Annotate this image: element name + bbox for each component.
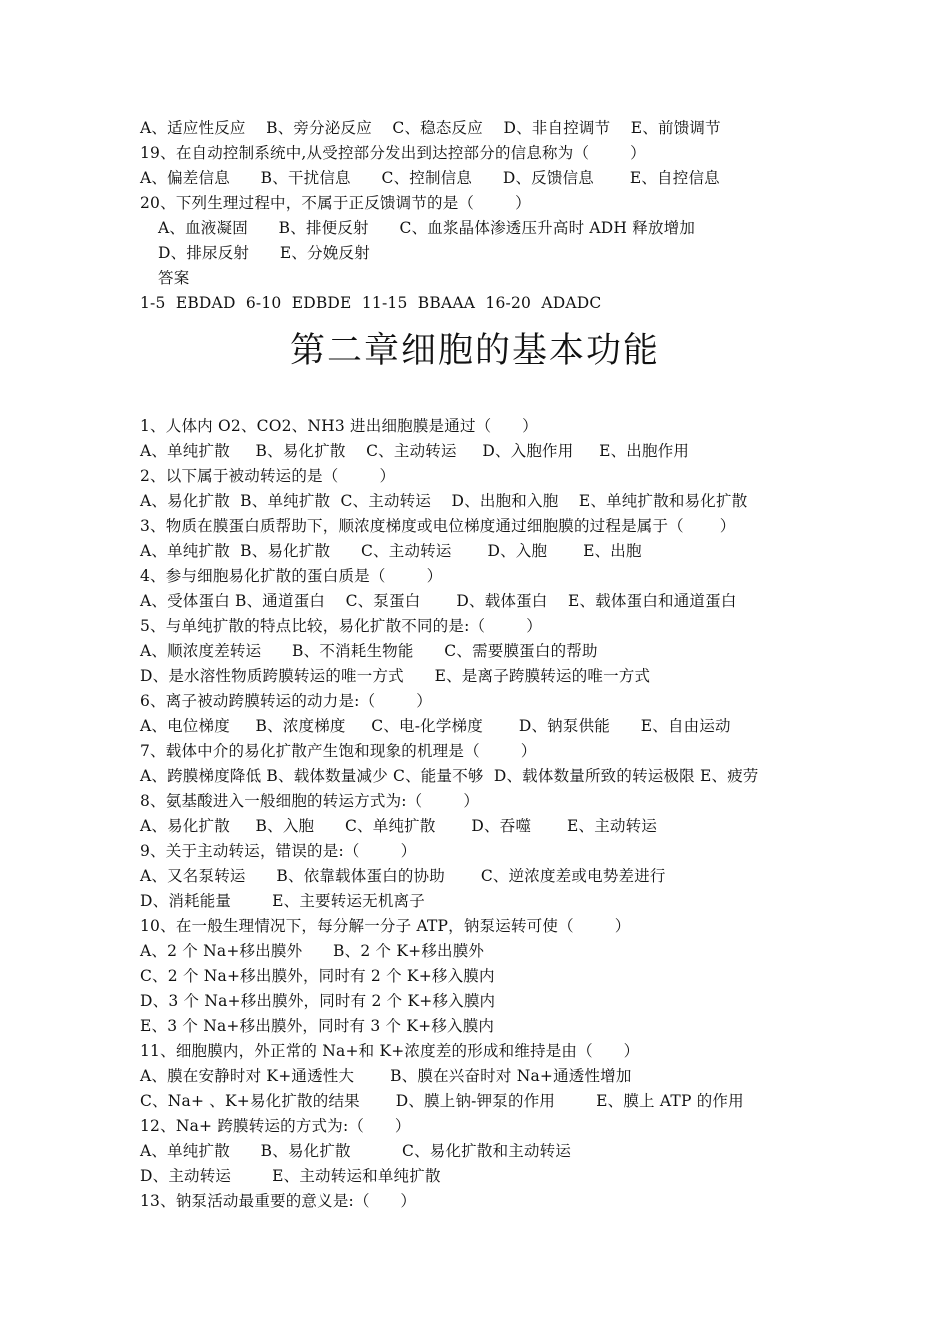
q6-options: A、电位梯度 B、浓度梯度 C、电-化学梯度 D、钠泵供能 E、自由运动 bbox=[140, 717, 731, 735]
q10-text: 10、在一般生理情况下，每分解一分子 ATP，钠泵运转可使（ ） bbox=[140, 917, 631, 935]
q7-options: A、跨膜梯度降低 B、载体数量减少 C、能量不够 D、载体数量所致的转运极限 E、疲劳 bbox=[140, 767, 759, 785]
q20-options-a: A、血液凝固 B、排便反射 C、血浆晶体渗透压升高时 ADH 释放增加 bbox=[158, 219, 696, 237]
q5-options-1: A、顺浓度差转运 B、不消耗生物能 C、需要膜蛋白的帮助 bbox=[140, 642, 598, 660]
q7-text: 7、载体中介的易化扩散产生饱和现象的机理是（ ） bbox=[140, 742, 537, 760]
q1-text: 1、人体内 O2、CO2、NH3 进出细胞膜是通过（ ） bbox=[140, 417, 538, 435]
q13-text: 13、钠泵活动最重要的意义是:（ ） bbox=[140, 1192, 417, 1210]
answer-label: 答案 bbox=[158, 269, 190, 287]
q6-text: 6、离子被动跨膜转运的动力是:（ ） bbox=[140, 692, 433, 710]
q8-text: 8、氨基酸进入一般细胞的转运方式为:（ ） bbox=[140, 792, 480, 810]
answer-key: 1-5 EBDAD 6-10 EDBDE 11-15 BBAAA 16-20 ADADC bbox=[140, 294, 602, 312]
q10-option-e: E、3 个 Na+移出膜外，同时有 3 个 K+移入膜内 bbox=[140, 1017, 495, 1035]
q10-option-ab: A、2 个 Na+移出膜外 B、2 个 K+移出膜外 bbox=[140, 942, 485, 960]
q10-option-d: D、3 个 Na+移出膜外，同时有 2 个 K+移入膜内 bbox=[140, 992, 496, 1010]
q9-options-1: A、又名泵转运 B、依靠载体蛋白的协助 C、逆浓度差或电势差进行 bbox=[140, 867, 666, 885]
q20-options-b: D、排尿反射 E、分娩反射 bbox=[158, 244, 370, 262]
q12-options-2: D、主动转运 E、主动转运和单纯扩散 bbox=[140, 1167, 441, 1185]
q2-text: 2、以下属于被动转运的是（ ） bbox=[140, 467, 396, 485]
q2-options: A、易化扩散 B、单纯扩散 C、主动转运 D、出胞和入胞 E、单纯扩散和易化扩散 bbox=[140, 492, 748, 510]
q11-options-2: C、Na+ 、K+易化扩散的结果 D、膜上钠-钾泵的作用 E、膜上 ATP 的作用 bbox=[140, 1092, 744, 1110]
q5-text: 5、与单纯扩散的特点比较，易化扩散不同的是:（ ） bbox=[140, 617, 542, 635]
q18-options: A、适应性反应 B、旁分泌反应 C、稳态反应 D、非自控调节 E、前馈调节 bbox=[140, 119, 721, 137]
q9-text: 9、关于主动转运，错误的是:（ ） bbox=[140, 842, 417, 860]
q3-options: A、单纯扩散 B、易化扩散 C、主动转运 D、入胞 E、出胞 bbox=[140, 542, 642, 560]
q11-options-1: A、膜在安静时对 K+通透性大 B、膜在兴奋时对 Na+通透性增加 bbox=[140, 1067, 632, 1085]
q8-options: A、易化扩散 B、入胞 C、单纯扩散 D、吞噬 E、主动转运 bbox=[140, 817, 658, 835]
q10-option-c: C、2 个 Na+移出膜外，同时有 2 个 K+移入膜内 bbox=[140, 967, 495, 985]
q3-text: 3、物质在膜蛋白质帮助下，顺浓度梯度或电位梯度通过细胞膜的过程是属于（ ） bbox=[140, 517, 736, 535]
q9-options-2: D、消耗能量 E、主要转运无机离子 bbox=[140, 892, 425, 910]
q12-options-1: A、单纯扩散 B、易化扩散 C、易化扩散和主动转运 bbox=[140, 1142, 572, 1160]
q19-options: A、偏差信息 B、干扰信息 C、控制信息 D、反馈信息 E、自控信息 bbox=[140, 169, 720, 187]
q4-text: 4、参与细胞易化扩散的蛋白质是（ ） bbox=[140, 567, 443, 585]
chapter-title: 第二章细胞的基本功能 bbox=[289, 331, 660, 371]
q4-options: A、受体蛋白 B、通道蛋白 C、泵蛋白 D、载体蛋白 E、载体蛋白和通道蛋白 bbox=[140, 592, 737, 610]
q11-text: 11、细胞膜内，外正常的 Na+和 K+浓度差的形成和维持是由（ ） bbox=[140, 1042, 640, 1060]
q12-text: 12、Na+ 跨膜转运的方式为:（ ） bbox=[140, 1117, 411, 1135]
q5-options-2: D、是水溶性物质跨膜转运的唯一方式 E、是离子跨膜转运的唯一方式 bbox=[140, 667, 651, 685]
q19-text: 19、在自动控制系统中,从受控部分发出到达控部分的信息称为（ ） bbox=[140, 144, 646, 162]
q1-options: A、单纯扩散 B、易化扩散 C、主动转运 D、入胞作用 E、出胞作用 bbox=[140, 442, 690, 460]
q20-text: 20、下列生理过程中，不属于正反馈调节的是（ ） bbox=[140, 194, 531, 212]
